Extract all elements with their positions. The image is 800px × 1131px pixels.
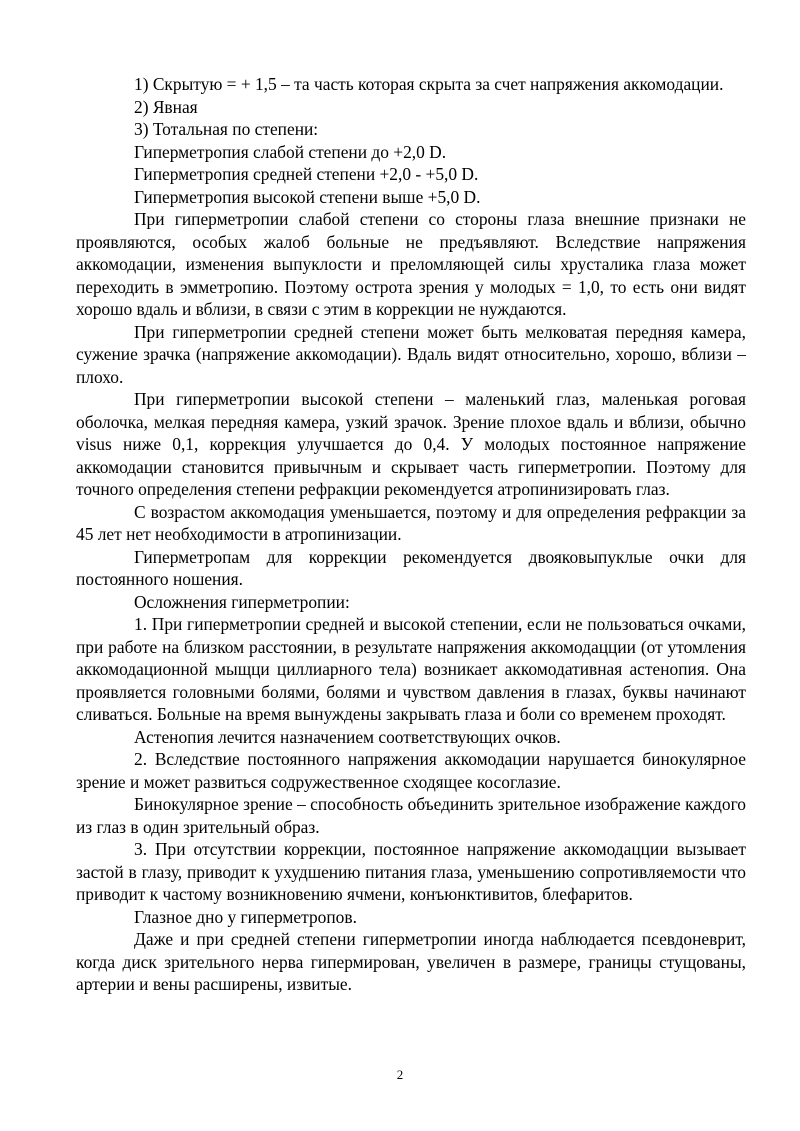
paragraph-fundus-heading: Глазное дно у гиперметропов. bbox=[134, 906, 357, 927]
paragraph-medium-degree-description: При гиперметропии средней степени может быть мелковатая передняя камера, сужение зрачка (напряжение аккомодации). Вдаль видят относительно, хорошо, вблизи – плохо. bbox=[76, 321, 746, 387]
page-number: 2 bbox=[396, 1067, 404, 1082]
paragraph-age-accommodation: С возрастом аккомодация уменьшается, поэтому и для определения рефракции за 45 лет нет необходимости в атропинизации. bbox=[76, 501, 746, 544]
paragraph-latent-hyperopia: 1) Скрытую = + 1,5 – та часть которая скрыта за счет напряжения аккомодации. bbox=[134, 74, 724, 94]
paragraph-pseudoneuritis: Даже и при средней степени гиперметропии иногда наблюдается псевдоневрит, когда диск зрительного нерва гипермирован, увеличен в размере, границы стущованы, артерии и вены расширены, извитые. bbox=[76, 929, 746, 994]
paragraph-weak-degree-description: При гиперметропии слабой степени со стороны глаза внешние признаки не проявляются, особых жалоб больные не предъявляют. Вследствие напряжения аккомодации, изменения выпуклости и преломляющей силы хрусталика глаза может переходить в эмметропию. Поэтому острота зрения у молодых = 1,0, то есть они видят хорошо вдаль и вблизи, в связи с этим в коррекции не нуждаются. bbox=[76, 209, 746, 319]
paragraph-complications-heading: Осложнения гиперметропии: bbox=[134, 591, 350, 612]
paragraph-manifest-hyperopia: 2) Явная bbox=[134, 96, 198, 117]
paragraph-asthenopia-treatment: Астенопия лечится назначением соответствующих очков. bbox=[134, 726, 561, 747]
paragraph-complication-1: 1. При гиперметропии средней и высокой степении, если не пользоваться очками, при работе на близком расстоянии, в результате напряжения аккомодацции (от утомления аккомодационной мыщци циллиарного тела) возникает аккомодативная астенопия. Она проявляется головными болями, болями и чувством давления в глазах, буквы начинают сливаться. Больные на время вынуждены закрывать глаза и боли со временем проходят. bbox=[76, 614, 746, 724]
paragraph-complication-3: 3. При отсутствии коррекции, постоянное напряжение аккомодацции вызывает застой в глазу, приводит к ухудшению питания глаза, уменьшению сопротивляемости что приводит к частому возникновению ячмени, конъюнктивитов, блефаритов. bbox=[76, 839, 746, 904]
paragraph-weak-degree: Гиперметропия слабой степени до +2,0 D. bbox=[134, 141, 447, 162]
paragraph-high-degree: Гиперметропия высокой степени выше +5,0 D. bbox=[134, 186, 481, 207]
document-body bbox=[76, 73, 746, 996]
paragraph-medium-degree: Гиперметропия средней степени +2,0 - +5,0 D. bbox=[134, 164, 479, 184]
paragraph-high-degree-description: При гиперметропии высокой степени – маленький глаз, маленькая роговая оболочка, мелкая передняя камера, узкий зрачок. Зрение плохое вдаль и вблизи, обычно visus ниже 0,1, коррекция улучшается до 0,4. У молодых постоянное напряжение аккомодации становится привычным и скрывает часть гиперметропии. Поэтому для точного определения степени рефракции рекомендуется атропинизировать глаз. bbox=[76, 389, 746, 499]
paragraph-binocular-vision: Бинокулярное зрение – способность объединить зрительное изображение каждого из глаз в один зрительный образ. bbox=[76, 794, 746, 837]
paragraph-correction-glasses: Гиперметропам для коррекции рекомендуется двояковыпуклые очки для постоянного ношения. bbox=[76, 546, 746, 589]
paragraph-complication-2: 2. Вследствие постоянного напряжения аккомодации нарушается бинокулярное зрение и может развиться содружественное сходящее косоглазие. bbox=[76, 749, 746, 792]
paragraph-total-by-degree: 3) Тотальная по степени: bbox=[134, 119, 319, 139]
